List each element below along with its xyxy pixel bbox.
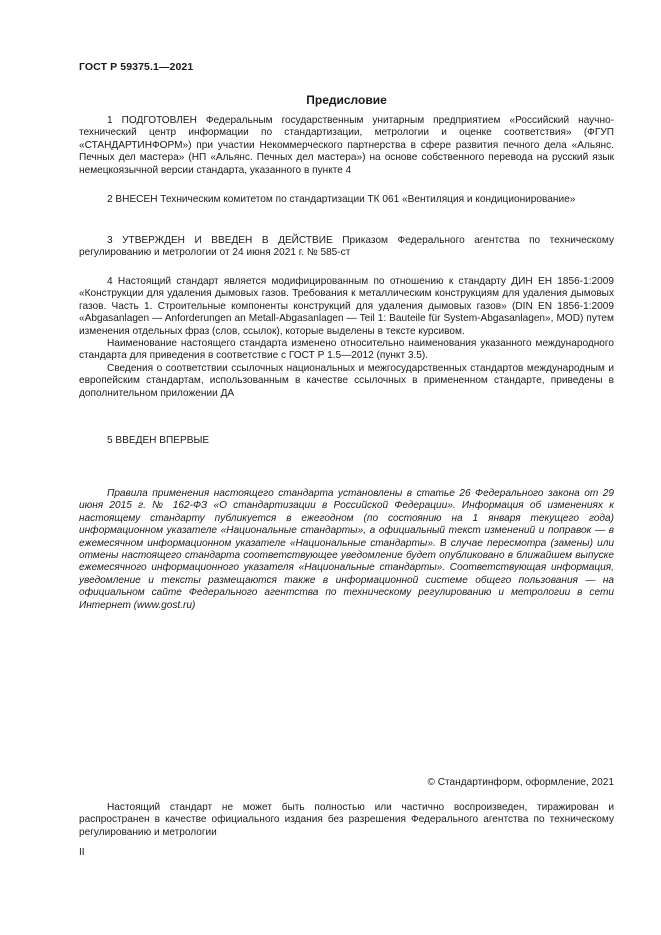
preface-item-2	[79, 194, 614, 206]
page-number: II	[79, 847, 85, 858]
preface-paragraph-2: 2 ВНЕСЕН Техническим комитетом по стандартизации ТК 061 «Вентиляция и кондиционирование»	[107, 194, 576, 205]
preface-item-5	[79, 435, 614, 447]
copyright-line: © Стандартинформ, оформление, 2021	[427, 777, 614, 788]
preface-paragraph-4-references: Сведения о соответствии ссылочных национальных и межгосударственных стандартов международным и европейским стандартам, использованным в качестве ссылочных в примененном стандарте, приведены в дополнительном приложении ДА	[79, 362, 614, 399]
preface-paragraph-3: 3 УТВЕРЖДЕН И ВВЕДЕН В ДЕЙСТВИЕ Приказом Федерального агентства по техническому регулированию и метрологии от 24 июня 2021 г. № 585-ст	[79, 235, 614, 259]
standard-code-header: ГОСТ Р 59375.1—2021	[79, 61, 194, 73]
preface-item-3	[79, 235, 614, 260]
preface-paragraph-4: 4 Настоящий стандарт является модифицированным по отношению к стандарту ДИН ЕН 1856-1:2009 «Конструкции для удаления дымовых газов. Требования к металлическим конструкциям для удаления дымовых газов. Часть 1. Строительные компоненты конструкций для удаления дымовых газов» (DIN EN 1856-1:2009 «Abgasanlagen — Anforderungen an Metall-Abgasanlagen — Teil 1: Bauteile für System-Abgasanlagen», MOD) путем изменения отдельных фраз (слов, ссылок), которые выделены в тексте курсивом.	[79, 276, 614, 337]
preface-paragraph-4-name-change: Наименование настоящего стандарта изменено относительно наименования указанного международного стандарта для приведения в соответствие с ГОСТ Р 1.5—2012 (пункт 3.5).	[79, 338, 614, 362]
preface-item-1	[79, 115, 614, 177]
preface-item-4	[79, 276, 614, 400]
application-rules-notice: Правила применения настоящего стандарта установлены в статье 26 Федерального закона от 29 июня 2015 г. № 162-ФЗ «О стандартизации в Российской Федерации». Информация об изменениях к настоящему стандарту публикуется в ежегодном (по состоянию на 1 января текущего года) информационном указателе «Национальные стандарты», а официальный текст изменений и поправок — в ежемесячном информационном указателе «Национальные стандарты». В случае пересмотра (замены) или отмены настоящего стандарта соответствующее уведомление будет опубликовано в ближайшем выпуске ежемесячного информационного указателя «Национальные стандарты». Соответствующая информация, уведомление и тексты размещаются также в информационной системе общего пользования — на официальном сайте Федерального агентства по техническому регулированию и метрологии в сети Интернет (www.gost.ru)	[79, 488, 614, 611]
page-title: Предисловие	[306, 93, 387, 107]
preface-paragraph-1: 1 ПОДГОТОВЛЕН Федеральным государственным унитарным предприятием «Российский научно-технический центр информации по стандартизации, метрологии и оценке соответствия» (ФГУП «СТАНДАРТИНФОРМ») при участии Некоммерческого партнерства в сфере развития печного дела «Альянс. Печных дел мастера» (НП «Альянс. Печных дел мастера») на основе собственного перевода на русский язык немецкоязычной версии стандарта, указанного в пункте 4	[79, 115, 614, 176]
preface-paragraph-5: 5 ВВЕДЕН ВПЕРВЫЕ	[107, 435, 210, 446]
reproduction-rights-notice: Настоящий стандарт не может быть полностью или частично воспроизведен, тиражирован и распространен в качестве официального издания без разрешения Федерального агентства по техническому регулированию и метрологии	[79, 802, 614, 838]
